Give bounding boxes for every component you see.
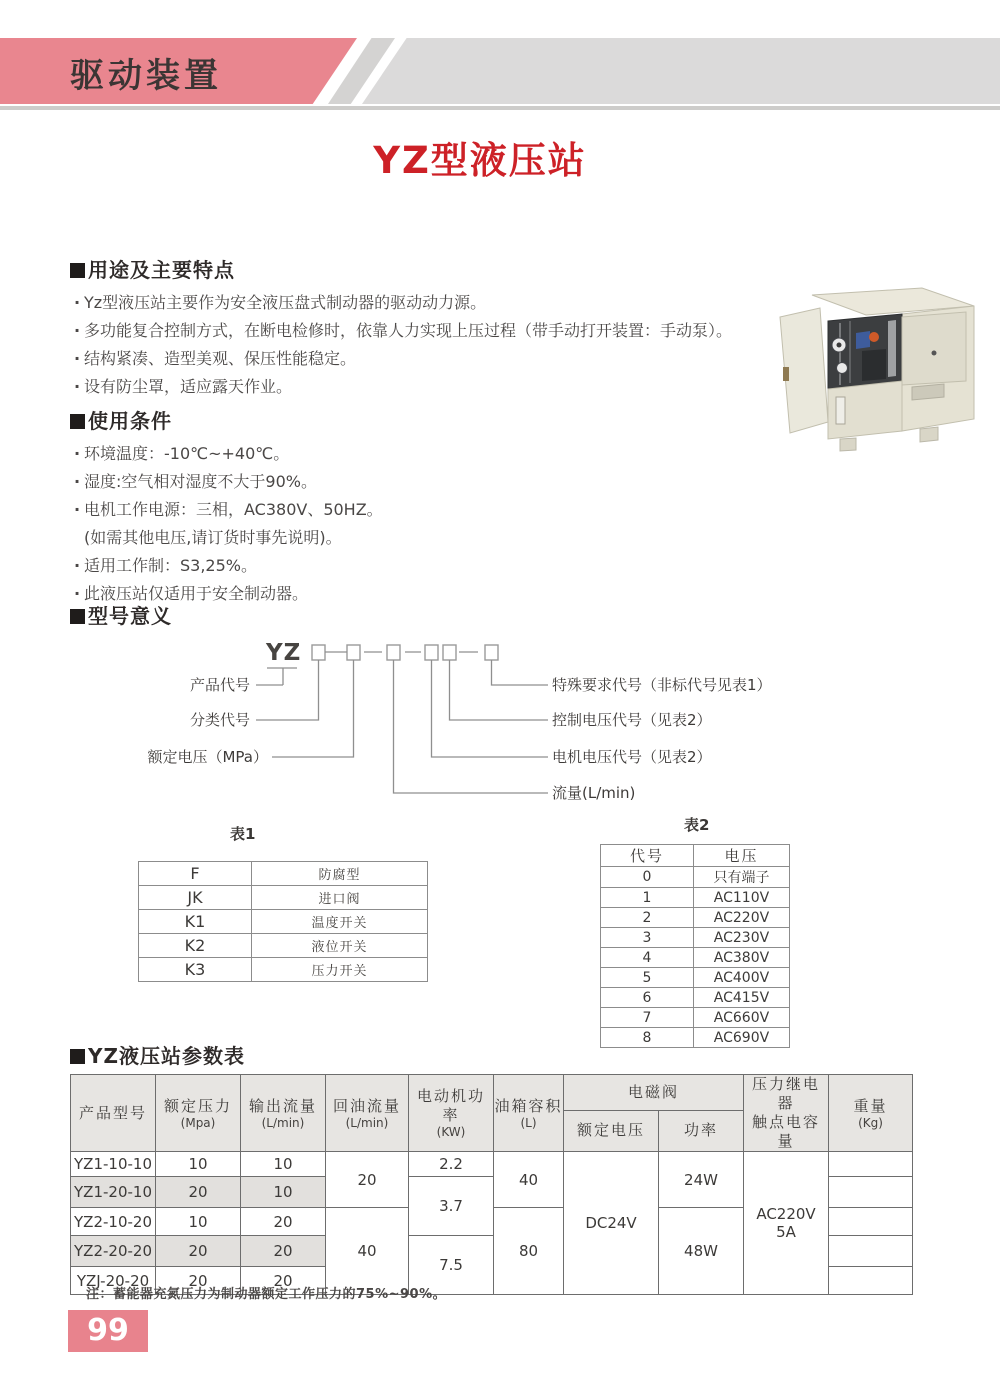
condition-text: 此液压站仅适用于安全制动器。 [84,584,309,603]
feature-text: 设有防尘罩，适应露天作业。 [84,377,293,396]
cell-return-flow: 40 [326,1208,409,1295]
bullet-icon: · [73,556,81,575]
condition-item [70,496,730,524]
table-cell: 1 [601,888,694,908]
cell-weight-empty [829,1236,913,1267]
cell-out-flow: 20 [241,1208,326,1236]
table-cell: AC110V [694,888,790,908]
table-cell: AC415V [694,988,790,1008]
label-rated-voltage: 额定电压（MPa） [147,748,268,766]
table-row [601,1028,790,1048]
cell-model: YZ1-20-10 [71,1177,156,1208]
code-box [312,645,325,660]
cell-out-flow: 10 [241,1152,326,1177]
table-row [139,934,428,958]
cell-pressure: 20 [156,1267,241,1295]
table-cell: AC690V [694,1028,790,1048]
table-row [601,867,790,888]
product-photo [770,281,1000,463]
table-cell: 液位开关 [252,934,428,958]
table-row [139,886,428,910]
cell-tank: 40 [494,1152,564,1208]
pressure-gauge [837,363,848,374]
label-class-code: 分类代号 [189,711,250,729]
table-cell: 只有端子 [694,867,790,888]
label-product-code: 产品代号 [189,676,250,694]
table-cell: F [139,862,252,886]
condition-text: 环境温度：-10℃~+40℃。 [84,444,290,463]
table-header-cell: 电压 [694,845,790,867]
params-table [70,1074,913,1295]
table-row [139,862,428,886]
table1 [138,861,428,982]
banner-underline [0,106,1000,110]
condition-item [70,440,730,468]
condition-item [70,552,730,580]
features-section [70,254,790,401]
features-heading-text: 用途及主要特点 [88,258,235,282]
cell-model: YZ2-10-20 [71,1208,156,1236]
table-row [71,1075,913,1111]
model-code-section [70,600,172,629]
foot [840,438,856,451]
label-control-voltage-code: 控制电压代号（见表2） [552,711,712,729]
feature-text: Yz型液压站主要作为安全液压盘式制动器的驱动动力源。 [84,293,487,312]
section-marker-icon [70,263,85,278]
features-heading [70,254,790,283]
cell-pressure: 20 [156,1177,241,1208]
foot [920,427,938,442]
model-code-diagram [0,630,1000,830]
cell-relay: AC220V 5A [744,1152,829,1295]
leader-control-voltage [450,660,549,720]
label-special-code: 特殊要求代号（非标代号见表1） [552,676,772,694]
code-box [443,645,456,660]
table-cell: 5 [601,968,694,988]
table-cell: 7 [601,1008,694,1028]
table-cell: AC660V [694,1008,790,1028]
col-header-pressure: 额定压力 (Mpa) [156,1075,241,1152]
cell-model: YZ2-20-20 [71,1236,156,1267]
col-header-tank: 油箱容积 (L) [494,1075,564,1152]
table2-caption: 表2 [684,816,710,834]
feature-item [70,317,790,345]
table-row [601,888,790,908]
code-box [347,645,360,660]
cell-weight-empty [829,1152,913,1177]
label-motor-voltage-code: 电机电压代号（见表2） [552,748,712,766]
conditions-section [70,405,730,608]
banner-title: 驱动装置 [70,56,222,96]
col-header-motor-power: 电动机功率 (KW) [409,1075,494,1152]
cell-tank: 80 [494,1208,564,1295]
cell-model: YZJ-20-20 [71,1267,156,1295]
bullet-icon: · [73,321,81,340]
page-title: YZ型液压站 [373,139,587,182]
condition-text: 湿度:空气相对湿度不大于90%。 [84,472,317,491]
gauge-center [837,343,842,348]
name-plate [912,384,944,400]
bullet-icon: · [73,584,81,603]
table-row [601,948,790,968]
table-cell: 进口阀 [252,886,428,910]
col-header-return-flow: 回油流量 (L/min) [326,1075,409,1152]
cell-out-flow: 10 [241,1177,326,1208]
table-cell: 8 [601,1028,694,1048]
level-gauge [836,397,845,424]
cell-weight-empty [829,1208,913,1236]
table-cell: 3 [601,928,694,948]
col-header-valve-power: 功率 [659,1110,744,1151]
table-cell: K3 [139,958,252,982]
table-row [71,1152,913,1177]
condition-item [70,468,730,496]
feature-item [70,373,790,401]
lock-hole [932,351,937,356]
bullet-icon: · [73,293,81,312]
table-cell: K1 [139,910,252,934]
bullet-icon: · [73,349,81,368]
leader-voltage [272,660,354,757]
table-cell: JK [139,886,252,910]
cell-motor-power: 2.2 [409,1152,494,1177]
bullet-icon: · [73,472,81,491]
cell-pressure: 10 [156,1152,241,1177]
model-code-heading-text: 型号意义 [88,604,172,628]
conditions-heading [70,405,730,434]
leader-class [256,660,319,720]
col-header-valve-voltage: 额定电压 [564,1110,659,1151]
table-cell: AC220V [694,908,790,928]
table-cell: 6 [601,988,694,1008]
table-cell: AC230V [694,928,790,948]
leader-flow [394,660,549,793]
table-cell: K2 [139,934,252,958]
section-marker-icon [70,1049,85,1064]
cell-valve-power: 24W [659,1152,744,1208]
banner-gray-stripe [362,38,1000,104]
table-cell: 2 [601,908,694,928]
cell-valve-power: 48W [659,1208,744,1295]
table-cell: 防腐型 [252,862,428,886]
code-box [485,645,498,660]
feature-item [70,289,790,317]
cell-return-flow: 20 [326,1152,409,1208]
bullet-icon: · [73,500,81,519]
col-header-weight: 重量 (Kg) [829,1075,913,1152]
cell-out-flow: 20 [241,1236,326,1267]
code-box [425,645,438,660]
cell-pressure: 20 [156,1236,241,1267]
col-header-model: 产品型号 [71,1075,156,1152]
page-number: 99 [68,1310,148,1352]
valve-block-blue [856,331,870,349]
feature-text: 多功能复合控制方式，在断电检修时，依靠人力实现上压过程（带手动打开装置：手动泵）。 [84,321,733,340]
conditions-heading-text: 使用条件 [88,409,172,433]
label-flow: 流量(L/min) [552,784,636,802]
bullet-icon: · [73,377,81,396]
code-box [387,645,400,660]
table-cell: 温度开关 [252,910,428,934]
conditions-list [70,440,730,608]
condition-text: 电机工作电源：三相，AC380V、50HZ。 [84,500,383,519]
params-heading-text: YZ液压站参数表 [88,1044,245,1068]
col-header-valve-group: 电磁阀 [564,1075,744,1111]
table-row [601,1008,790,1028]
door-hinge [783,367,789,381]
table-cell: AC380V [694,948,790,968]
condition-text: 适用工作制：S3,25%。 [84,556,257,575]
inner-door [902,312,966,385]
features-list [70,289,790,401]
table1-caption: 表1 [230,825,256,843]
table-row [601,908,790,928]
section-marker-icon [70,414,85,429]
col-header-out-flow: 输出流量 (L/min) [241,1075,326,1152]
table-cell: 0 [601,867,694,888]
table-note: 注：蓄能器充氮压力为制动器额定工作压力的75%~90%。 [86,1287,447,1302]
cell-valve-voltage: DC24V [564,1152,659,1295]
table-row [139,958,428,982]
leader-special [492,660,549,685]
table-row [601,845,790,867]
table-row [601,928,790,948]
model-prefix: YZ [266,640,302,666]
cell-weight-empty [829,1267,913,1295]
table2 [600,844,790,1048]
cell-out-flow: 20 [241,1267,326,1295]
cell-motor-power: 3.7 [409,1177,494,1236]
cell-motor-power: 7.5 [409,1236,494,1295]
table-row [601,988,790,1008]
feature-item [70,345,790,373]
table-row [601,968,790,988]
cell-model: YZ1-10-10 [71,1152,156,1177]
model-code-heading [70,600,172,629]
table-row [139,910,428,934]
table-cell: AC400V [694,968,790,988]
condition-item-continuation [70,524,730,552]
bullet-icon: · [73,444,81,463]
col-header-relay: 压力继电器 触点电容量 [744,1075,829,1152]
cell-pressure: 10 [156,1208,241,1236]
table-header-cell: 代号 [601,845,694,867]
table-cell: 压力开关 [252,958,428,982]
feature-text: 结构紧凑、造型美观、保压性能稳定。 [84,349,357,368]
table-cell: 4 [601,948,694,968]
condition-text: (如需其他电压,请订货时事先说明)。 [84,528,342,547]
params-section-heading [70,1040,245,1069]
section-marker-icon [70,609,85,624]
leader-product [256,668,297,685]
cell-weight-empty [829,1177,913,1208]
